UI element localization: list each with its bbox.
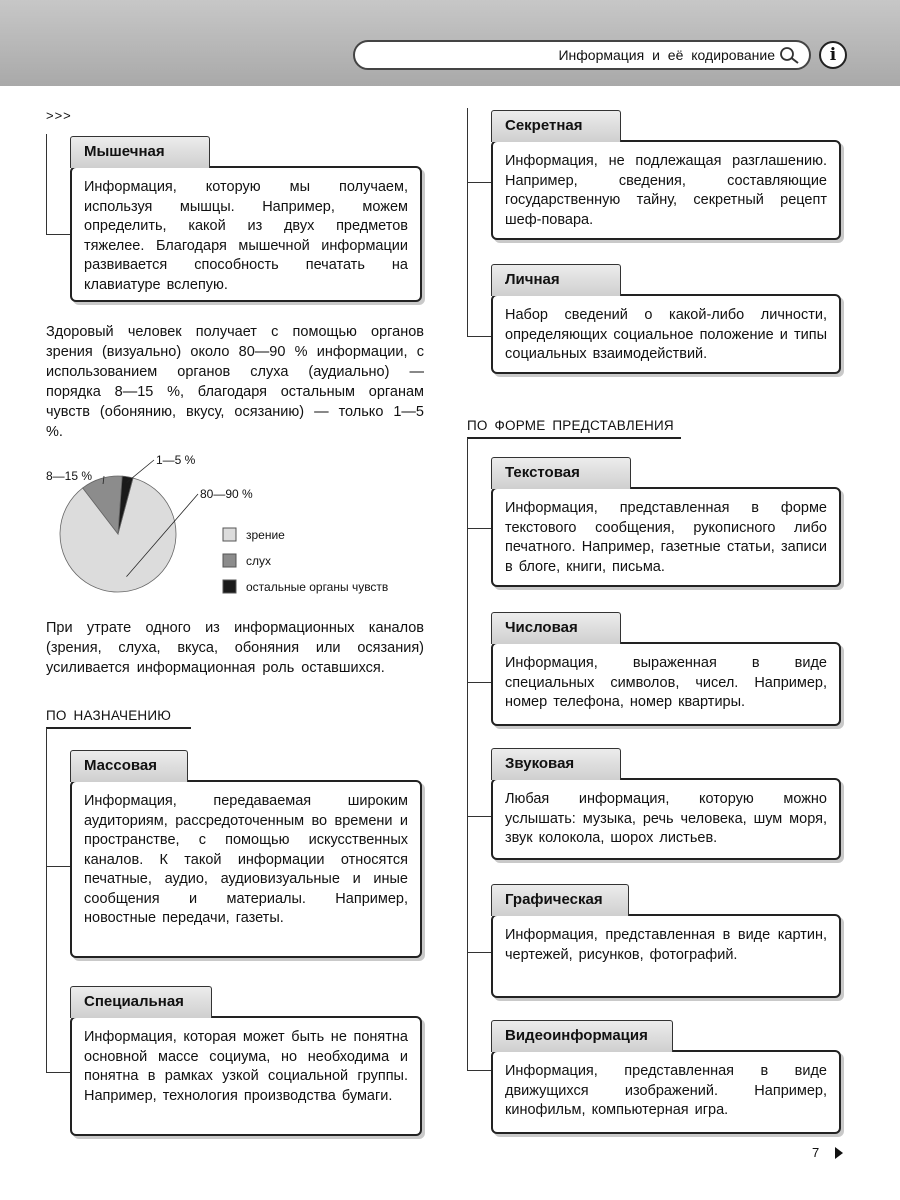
- tab-graphic: Графическая: [491, 884, 629, 916]
- tab-special: Специальная: [70, 986, 212, 1018]
- card-secret: Информация, не подлежащая разглашению. Например, сведения, составляющие государственную тайну, секретный рецепт шеф-повара.: [491, 140, 841, 240]
- legend-label: зрение: [246, 528, 285, 542]
- legend-swatch: [223, 554, 236, 567]
- bracket-tick: [46, 1072, 70, 1073]
- bracket-line: [467, 438, 468, 1070]
- pie-slice-label: 1—5 %: [156, 453, 196, 467]
- search-icon[interactable]: [779, 46, 801, 64]
- card-graphic: Информация, представленная в виде картин, чертежей, рисунков, фотографий.: [491, 914, 841, 998]
- pie-slices: [60, 476, 176, 592]
- legend-label: остальные органы чувств: [246, 580, 389, 594]
- info-icon[interactable]: i: [819, 41, 847, 69]
- top-bar: [0, 0, 900, 86]
- search-box[interactable]: [353, 40, 811, 70]
- bracket-line: [467, 108, 468, 336]
- pie-legend: [223, 528, 388, 594]
- bracket-tick: [46, 234, 70, 235]
- continuation-marker: >>>: [46, 108, 72, 123]
- tab-video: Видеоинформация: [491, 1020, 673, 1052]
- card-numeric: Информация, выраженная в виде специальных символов, чисел. Например, номер телефона, номер квартиры.: [491, 642, 841, 726]
- legend-swatch: [223, 528, 236, 541]
- tab-personal: Личная: [491, 264, 621, 296]
- tab-secret: Секретная: [491, 110, 621, 142]
- card-mass: Информация, передаваемая широким аудиториям, рассредоточенным во времени и пространстве, с помощью искусственных каналов. К такой информации относятся печатные, аудио, аудиовизуальные и иные сообщения и материалы. Например, новостные передачи, газеты.: [70, 780, 422, 958]
- search-text: Информация и её кодирование: [558, 47, 775, 63]
- card-muscular: Информация, которую мы получаем, используя мышцы. Например, можем определить, какой из двух предметов тяжелее. Благодаря мышечной информации развивается способность печатать на клавиатуре вслепую.: [70, 166, 422, 302]
- tab-muscular: Мышечная: [70, 136, 210, 168]
- bracket-tick: [467, 528, 491, 529]
- bracket-tick: [467, 682, 491, 683]
- section-purpose: ПО НАЗНАЧЕНИЮ: [46, 708, 191, 729]
- section-form: ПО ФОРМЕ ПРЕДСТАВЛЕНИЯ: [467, 418, 681, 439]
- paragraph-senses: Здоровый человек получает с помощью органов зрения (визуально) около 80—90 % информации, с использованием органов слуха (аудиально) — порядка 8—15 %, благодаря остальным органам чувств (обонянию, вкусу, осязанию) — только 1—5 %.: [46, 324, 424, 440]
- legend-swatch: [223, 580, 236, 593]
- bracket-tick: [467, 1070, 491, 1071]
- pie-slice-label: 80—90 %: [200, 487, 253, 501]
- card-personal: Набор сведений о какой-либо личности, определяющих социальное положение и типы социальных взаимодействий.: [491, 294, 841, 374]
- paragraph-channels: При утрате одного из информационных каналов (зрения, слуха, вкуса, обоняния или осязания) усиливается информационная роль оставшихся.: [46, 620, 424, 676]
- tab-mass: Массовая: [70, 750, 188, 782]
- card-sound: Любая информация, которую можно услышать: музыка, речь человека, шум моря, звук колокола, шорох листьев.: [491, 778, 841, 860]
- bracket-tick: [467, 336, 491, 337]
- next-page-arrow-icon[interactable]: [834, 1147, 844, 1159]
- tab-textual: Текстовая: [491, 457, 631, 489]
- legend-label: слух: [246, 554, 272, 568]
- bracket-tick: [467, 952, 491, 953]
- card-textual: Информация, представленная в форме текстового сообщения, рукописного либо печатного. Например, газетные статьи, записи в блоге, книги, письма.: [491, 487, 841, 587]
- bracket-line: [46, 134, 47, 234]
- bracket-tick: [467, 816, 491, 817]
- bracket-line: [46, 728, 47, 1072]
- bracket-tick: [46, 866, 70, 867]
- pie-chart: [40, 450, 420, 610]
- pie-slice-label: 8—15 %: [46, 469, 93, 483]
- card-special: Информация, которая может быть не понятна основной массе социума, но необходима и понятна в рамках узкой социальной группы. Например, технология производства бумаги.: [70, 1016, 422, 1136]
- bracket-tick: [467, 182, 491, 183]
- page-number: 7: [812, 1145, 820, 1160]
- tab-numeric: Числовая: [491, 612, 621, 644]
- pie-leader-line: [127, 460, 154, 483]
- card-video: Информация, представленная в виде движущихся изображений. Например, кинофильм, компьютерная игра.: [491, 1050, 841, 1134]
- tab-sound: Звуковая: [491, 748, 621, 780]
